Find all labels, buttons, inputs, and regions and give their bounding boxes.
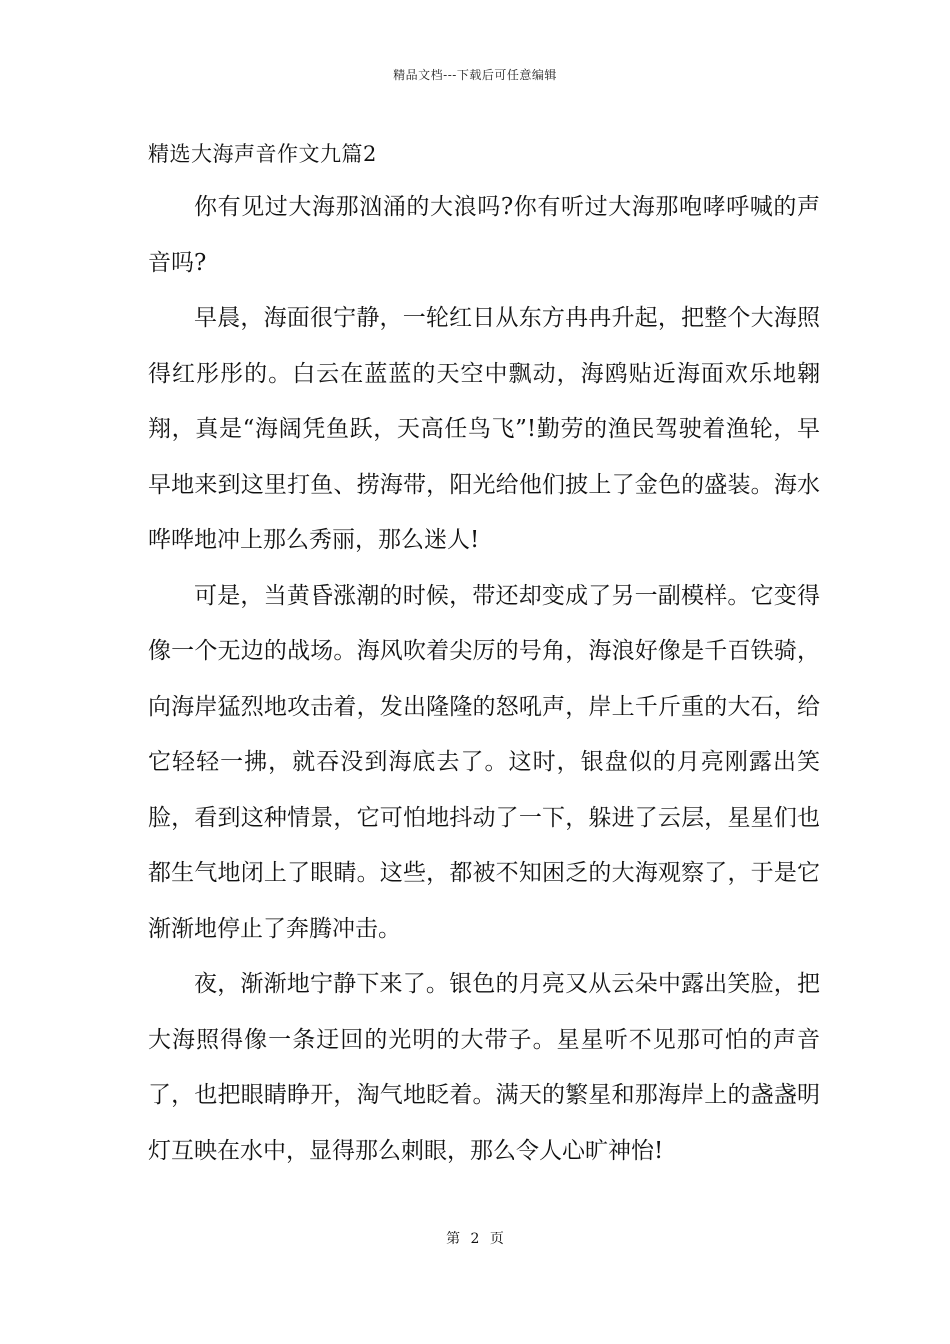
paragraph: 早晨，海面很宁静，一轮红日从东方冉冉升起，把整个大海照得红彤彤的。白云在蓝蓝的天空中飘动，海鸥贴近海面欢乐地翱翔，真是“海阔凭鱼跃，天高任鸟飞”!勤劳的渔民驾驶着渔轮，早早地来到这里打鱼、捞海带，阳光给他们披上了金色的盛装。海水哗哗地冲上那么秀丽，那么迷人!: [148, 305, 820, 553]
paragraph: 你有见过大海那汹涌的大浪吗?你有听过大海那咆哮呼喊的声音吗?: [148, 194, 820, 276]
paragraph: 可是，当黄昏涨潮的时候，带还却变成了另一副模样。它变得像一个无边的战场。海风吹着尖厉的号角，海浪好像是千百铁骑，向海岸猛烈地攻击着，发出隆隆的怒吼声，岸上千斤重的大石，给它轻轻一拂，就吞没到海底去了。这时，银盘似的月亮刚露出笑脸，看到这种情景，它可怕地抖动了一下，躲进了云层，星星们也都生气地闭上了眼睛。这些，都被不知困乏的大海观察了，于是它渐渐地停止了奔腾冲击。: [148, 582, 820, 942]
paragraph: 夜，渐渐地宁静下来了。银色的月亮又从云朵中露出笑脸，把大海照得像一条迂回的光明的大带子。星星听不见那可怕的声音了，也把眼睛睁开，淘气地眨着。满天的繁星和那海岸上的盏盏明灯互映在水中，显得那么刺眼，那么令人心旷神怡!: [148, 971, 820, 1164]
page-header: 精品文档---下载后可任意编辑: [393, 68, 557, 82]
document-body: [148, 180, 820, 1179]
document-title: 精选大海声音作文九篇2: [148, 142, 377, 166]
page-number: 第 2 页: [446, 1231, 504, 1247]
